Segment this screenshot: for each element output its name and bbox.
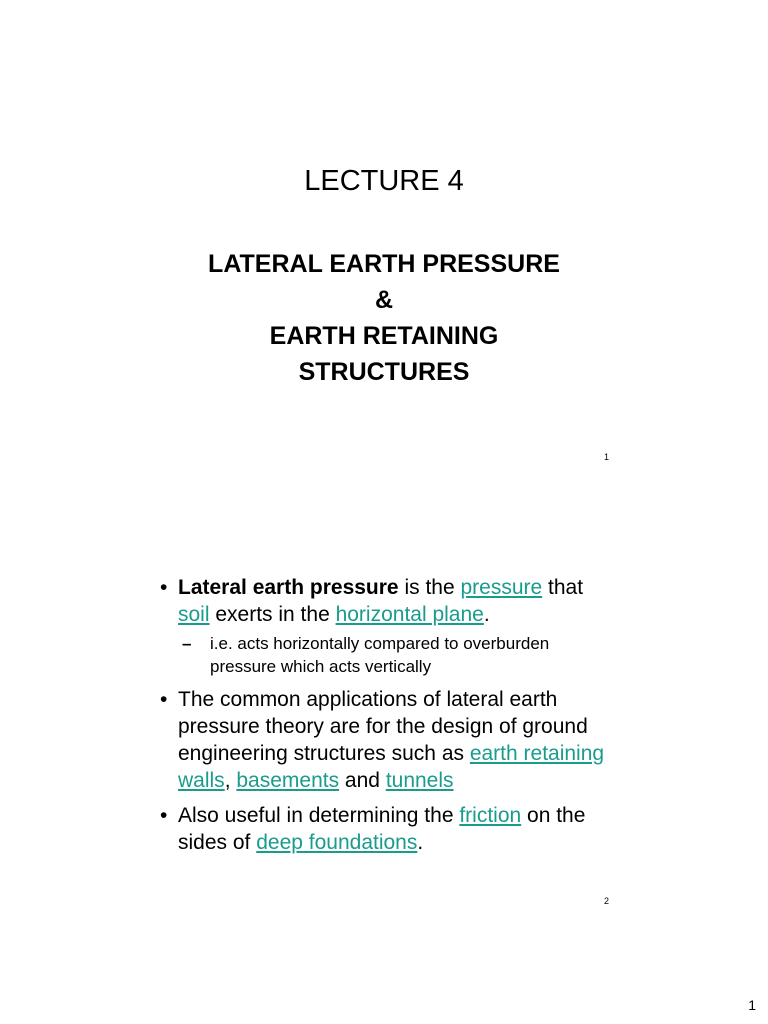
text: The common applications of lateral earth pressure theory are for the design of ground engineering structures such as [178,688,588,765]
bullet-dot: • [160,804,168,827]
text: that [542,576,584,599]
subtitle-line-2: & [374,286,394,314]
link-tunnels[interactable]: tunnels [385,769,454,792]
text: . [417,831,424,854]
lecture-title: LECTURE 4 [304,165,464,197]
subtitle-line-4: STRUCTURES [298,358,470,386]
page-number: 1 [748,997,756,1013]
subtitle-line-3: EARTH RETAINING [269,322,499,350]
lecture-subtitle [0,246,768,390]
sub-bullet-dash: – [182,634,192,653]
text: and [339,769,386,792]
text: . [483,603,490,626]
text: Also useful in determining the [178,804,460,827]
link-soil[interactable]: soil [178,603,210,626]
slide-number-2: 2 [604,896,610,906]
slide-number-1: 1 [604,452,610,462]
bullet-friction [160,802,620,856]
term-lateral-earth-pressure: Lateral earth pressure [178,576,399,599]
link-friction[interactable]: friction [459,804,522,827]
bullet-lateral-pressure [160,574,620,678]
link-horizontal-plane[interactable]: horizontal plane [335,603,484,626]
link-basements[interactable]: basements [236,769,340,792]
link-deep-foundations[interactable]: deep foundations [256,831,418,854]
text: is the [398,576,461,599]
subbullet-text: i.e. acts horizontally compared to overburden pressure which acts vertically [210,634,550,676]
subtitle-line-1: LATERAL EARTH PRESSURE [208,250,560,278]
text: on the sides of [178,804,586,854]
bullet-dot: • [160,576,168,599]
text: exerts in the [209,603,336,626]
text: , [224,769,237,792]
bullet-list [160,574,620,864]
link-pressure[interactable]: pressure [460,576,543,599]
subbullet-acts-horizontally [182,632,620,678]
bullet-applications [160,686,620,794]
bullet-dot: • [160,688,168,711]
link-earth-retaining-walls[interactable]: earth retaining walls [178,742,605,792]
